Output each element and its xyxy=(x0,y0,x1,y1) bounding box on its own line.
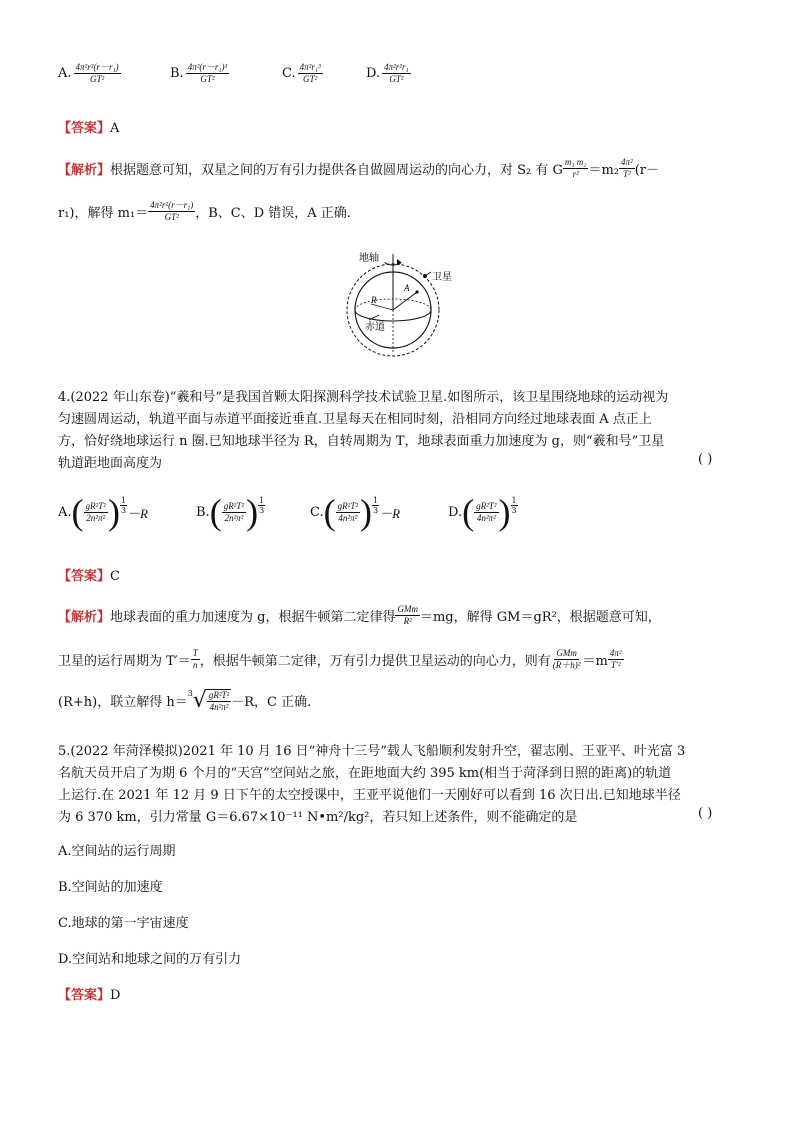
q3-answer xyxy=(58,117,119,136)
answer-value: A xyxy=(110,121,120,136)
numerator: T xyxy=(192,648,198,658)
q4-answer-bracket: ( ) xyxy=(698,452,713,467)
fraction xyxy=(395,604,420,627)
denominator: GT² xyxy=(164,212,179,222)
fraction xyxy=(191,648,200,671)
q5-stem-line-2: 名航天员开启了为期 6 个月的“天宫”空间站之旅，在距地面大约 395 km(相当于菏泽到日照的距离)的轨道 xyxy=(58,766,672,781)
numerator: 4π² xyxy=(620,157,633,167)
option-fraction xyxy=(298,62,323,85)
q3-option-a xyxy=(58,62,121,85)
option-expression: ( $\frac{\text{gR²T²}}{\text{2n²π²}}$ ) xyxy=(209,492,259,532)
q4-option-c xyxy=(310,494,400,530)
denominator: n xyxy=(193,660,198,670)
q4-stem-line-2: 匀速圆周运动，轨道平面与赤道平面接近垂直.卫星每天在相同时刻，沿相同方向经过地球表面 A 点正上 xyxy=(58,412,652,427)
answer-value: D xyxy=(110,988,121,1003)
earth-orbit-figure xyxy=(335,248,465,360)
numerator: 4π²(r－r₁)³ xyxy=(187,62,228,72)
q3-analysis-line-2 xyxy=(58,200,351,223)
exp-den: 3 xyxy=(259,505,265,515)
option-fraction xyxy=(382,62,411,85)
option-label: D. xyxy=(448,504,463,520)
analysis-text: (R+h)，联立解得 h＝ xyxy=(58,695,188,710)
denominator: 2n²π² xyxy=(86,512,106,523)
analysis-tag: 【解析】 xyxy=(58,610,111,625)
numerator: gR²T² xyxy=(208,689,230,700)
analysis-tag: 【解析】 xyxy=(58,163,111,178)
equator-label: 赤道 xyxy=(365,322,385,333)
analysis-text: 根据题意可知，双星之间的万有引力提供各自做圆周运动的向心力，对 S₂ 有 G xyxy=(110,163,563,178)
numerator: gR²T² xyxy=(223,500,245,511)
satellite-label: 卫星 xyxy=(432,272,452,283)
q5-option-b: B.空间站的加速度 xyxy=(58,880,163,895)
option-expression: ( $\frac{\text{gR²T²}}{\text{2n²π²}}$ ) xyxy=(71,492,120,532)
option-fraction xyxy=(74,62,121,85)
q4-option-d xyxy=(448,494,518,530)
numerator: 4π²r²(r－r₁) xyxy=(150,200,194,210)
denominator: 2n²π² xyxy=(224,512,244,523)
denominator: GT² xyxy=(389,74,404,84)
denominator: GT² xyxy=(200,74,215,84)
q3-analysis-line-1 xyxy=(58,157,659,180)
option-label: C. xyxy=(310,504,324,520)
q5-stem-line-3: 上运行.在 2021 年 12 月 9 日下午的太空授课中，王亚平说他们一天刚好可以看到 16 次日出.已知地球半径 xyxy=(58,788,681,803)
denominator: T′² xyxy=(610,660,621,670)
q4-stem-line-3: 方，恰好绕地球运行 n 圈.已知地球半径为 R，自转周期为 T，地球表面重力加速度为 g，则“羲和号”卫星 xyxy=(58,434,665,449)
root-index: 3 xyxy=(187,689,193,698)
analysis-text: ＝mg，解得 GM＝gR²，根据题意可知， xyxy=(419,610,661,625)
exp-den: 3 xyxy=(373,505,379,515)
exponent xyxy=(120,496,127,515)
numerator: gR²T² xyxy=(476,500,497,511)
q4-analysis-line-3 xyxy=(58,688,311,713)
denominator: 4n²π² xyxy=(338,512,358,523)
q3-option-b xyxy=(170,62,229,85)
fraction xyxy=(608,648,624,671)
analysis-text: 地球表面的重力加速度为 g，根据牛顿第二定律得 xyxy=(110,610,396,625)
option-label: D. xyxy=(366,66,381,81)
numerator: GMm xyxy=(556,648,577,658)
analysis-text: ＝m₂ xyxy=(588,163,619,178)
analysis-text: ＝m xyxy=(582,654,608,669)
answer-value: C xyxy=(110,569,120,584)
fraction xyxy=(563,157,589,180)
numerator: GMm xyxy=(397,604,418,614)
analysis-text: －R，C 正确. xyxy=(231,695,312,710)
analysis-text: ，根据牛顿第二定律，万有引力提供卫星运动的向心力，则有 xyxy=(199,654,551,669)
option-tail: －R xyxy=(127,505,148,521)
denominator: T² xyxy=(622,169,631,179)
answer-tag: 【答案】 xyxy=(58,988,111,1003)
q4-stem-line-4: 轨道距地面高度为 xyxy=(58,456,163,471)
q4-stem-line-1: 4.(2022 年山东卷)“羲和号”是我国首颗太阳探测科学技术试验卫星.如图所示，该卫星围绕地球的运动视为 xyxy=(58,390,669,405)
exp-den: 3 xyxy=(511,505,517,515)
fraction xyxy=(207,689,231,713)
denominator: 4n²π² xyxy=(209,701,229,712)
radical-sign-icon: √ xyxy=(192,688,207,713)
radius-label: R xyxy=(371,295,377,305)
denominator: GT² xyxy=(89,74,105,84)
exp-den: 3 xyxy=(120,505,127,515)
numerator: m₁ m₂ xyxy=(564,157,587,167)
exp-num: 1 xyxy=(511,495,517,505)
numerator: 4π²r²r₁ xyxy=(384,62,409,72)
point-a-dot xyxy=(415,290,418,293)
q4-option-a xyxy=(58,494,148,530)
exp-num: 1 xyxy=(120,495,127,505)
analysis-text: r₁)，解得 m₁＝ xyxy=(58,206,149,221)
satellite-leader xyxy=(425,272,431,276)
q4-answer xyxy=(58,565,120,584)
option-label: A. xyxy=(58,66,72,81)
point-label: A xyxy=(404,283,410,293)
analysis-text: (r－ xyxy=(634,163,659,178)
numerator: 4π²r²(r－r₁) xyxy=(75,62,119,72)
option-expression: ( $\frac{\text{gR²T²}}{\text{4n²π²}}$ ) xyxy=(323,492,373,532)
denominator: r² xyxy=(572,169,579,179)
denominator: (R＋h)² xyxy=(552,660,581,670)
fraction xyxy=(551,648,583,671)
exponent xyxy=(372,496,379,515)
q5-stem-line-4: 为 6 370 km，引力常量 G＝6.67×10⁻¹¹ N•m²/kg²，若只知上述条件，则不能确定的是 xyxy=(58,810,578,825)
exponent xyxy=(511,496,518,515)
q5-answer-bracket: ( ) xyxy=(698,806,713,821)
q3-option-c xyxy=(282,62,323,85)
numerator: 4π²r₁³ xyxy=(299,62,321,72)
option-label: B. xyxy=(196,504,210,520)
exp-num: 1 xyxy=(259,495,265,505)
option-label: C. xyxy=(282,66,296,81)
q5-option-d: D.空间站和地球之间的万有引力 xyxy=(58,952,242,967)
answer-tag: 【答案】 xyxy=(58,569,111,584)
exponent xyxy=(258,496,265,515)
q4-analysis-line-2 xyxy=(58,648,624,671)
q4-analysis-line-1 xyxy=(58,604,661,627)
option-tail: －R xyxy=(379,505,401,521)
fraction xyxy=(619,157,635,180)
analysis-text: ，B、C、D 错误，A 正确. xyxy=(195,206,351,221)
numerator: 4π² xyxy=(609,648,622,658)
q3-option-d xyxy=(366,62,411,85)
numerator: gR²T² xyxy=(85,500,106,511)
axis-label: 地轴 xyxy=(359,253,379,264)
option-label: A. xyxy=(58,504,72,520)
q5-option-c: C.地球的第一宇宙速度 xyxy=(58,916,189,931)
q5-stem-line-1: 5.(2022 年菏泽模拟)2021 年 10 月 16 日“神舟十三号”载人飞船顺利发射升空，翟志刚、王亚平、叶光富 3 xyxy=(58,744,686,759)
q4-option-b xyxy=(196,494,265,530)
analysis-text: 卫星的运行周期为 T′＝ xyxy=(58,654,191,669)
answer-tag: 【答案】 xyxy=(58,121,111,136)
denominator: 4n²π² xyxy=(476,512,496,523)
exp-num: 1 xyxy=(373,495,379,505)
denominator: GT² xyxy=(303,74,318,84)
numerator: gR²T² xyxy=(337,500,359,511)
q5-option-a: A.空间站的运行周期 xyxy=(58,844,176,859)
option-label: B. xyxy=(170,66,184,81)
option-fraction xyxy=(186,62,230,85)
fraction xyxy=(148,200,195,223)
q5-answer xyxy=(58,984,120,1003)
option-expression: ( $\frac{\text{gR²T²}}{\text{4n²π²}}$ ) xyxy=(462,492,511,532)
denominator: R² xyxy=(403,616,412,626)
